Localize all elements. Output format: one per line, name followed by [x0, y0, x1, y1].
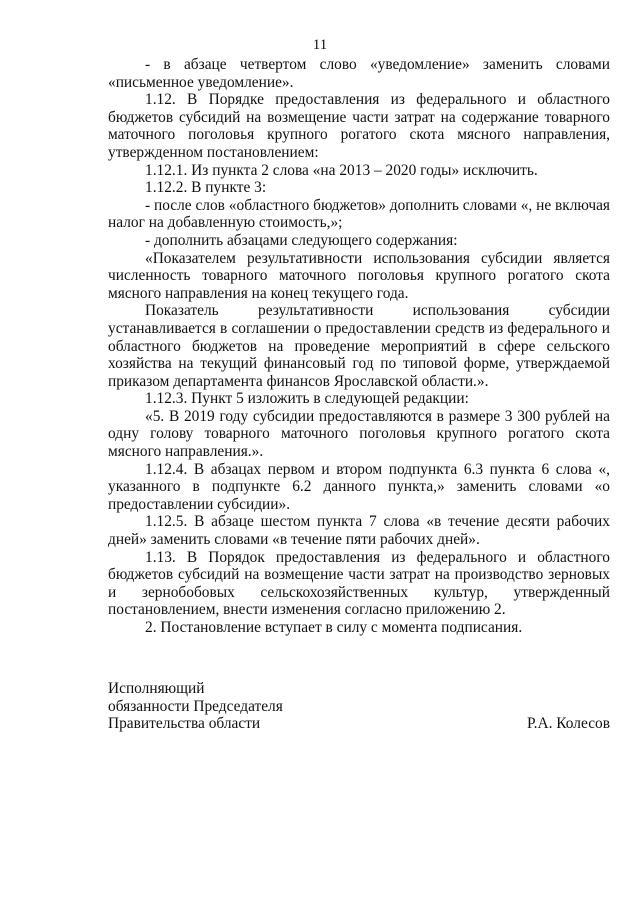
paragraph: 1.12.2. В пункте 3:	[145, 179, 267, 197]
paragraph: 1.13. В Порядок предоставления из федерального и областного бюджетов субсидий на возмещение части затрат на производство зерновых и зернобобовых сельскохозяйственных культур, утвержденный постановлением, внести изменения согласно приложению 2.	[108, 548, 610, 619]
paragraph: 1.12.1. Из пункта 2 слова «на 2013 – 2020 годы» исключить.	[145, 161, 538, 179]
paragraph: 1.12.4. В абзацах первом и втором подпункта 6.3 пункта 6 слова «, указанного в подпункте 6.2 данного пункта,» заменить словами «о предоставлении субсидии».	[108, 460, 610, 513]
paragraph: «Показателем результативности использования субсидии является численность товарного маточного поголовья крупного рогатого скота мясного направления на конец текущего года.	[108, 249, 610, 302]
signer-title-line-2: обязанности Председателя	[108, 697, 283, 715]
page-number: 11	[312, 37, 328, 53]
signer-title-line-3: Правительства области	[108, 715, 261, 733]
paragraph: 1.12.5. В абзаце шестом пункта 7 слова «в течение десяти рабочих дней» заменить словами «в течение пяти рабочих дней».	[108, 513, 610, 549]
paragraph: 1.12.3. Пункт 5 изложить в следующей редакции:	[145, 390, 469, 408]
signature-block	[108, 680, 610, 733]
paragraph: «5. В 2019 году субсидии предоставляются в размере 3 300 рублей на одну голову товарного маточного поголовья крупного рогатого скота мясного направления.».	[108, 407, 610, 461]
paragraph: - дополнить абзацами следующего содержания:	[145, 231, 458, 249]
paragraph: - в абзаце четвертом слово «уведомление» заменить словами «письменное уведомление».	[108, 56, 610, 91]
document-body	[108, 56, 610, 637]
paragraph: Показатель результативности использования субсидии устанавливается в соглашении о предоставлении средств из федерального и областного бюджетов на проведение мероприятий в сфере сельского хозяйства на текущий финансовый год по типовой форме, утверждаемой приказом департамента финансов Ярославской области.».	[108, 302, 610, 390]
paragraph: 1.12. В Порядке предоставления из федерального и областного бюджетов субсидий на возмещение части затрат на содержание товарного маточного поголовья крупного рогатого скота мясного направления, утвержденном постановлением:	[108, 91, 610, 161]
paragraph: 2. Постановление вступает в силу с момента подписания.	[145, 619, 523, 636]
signer-title-line-1: Исполняющий	[108, 680, 205, 697]
signer-name: Р.А. Колесов	[527, 715, 610, 733]
paragraph: - после слов «областного бюджетов» дополнить словами «, не включая налог на добавленную стоимость,»;	[108, 196, 610, 232]
